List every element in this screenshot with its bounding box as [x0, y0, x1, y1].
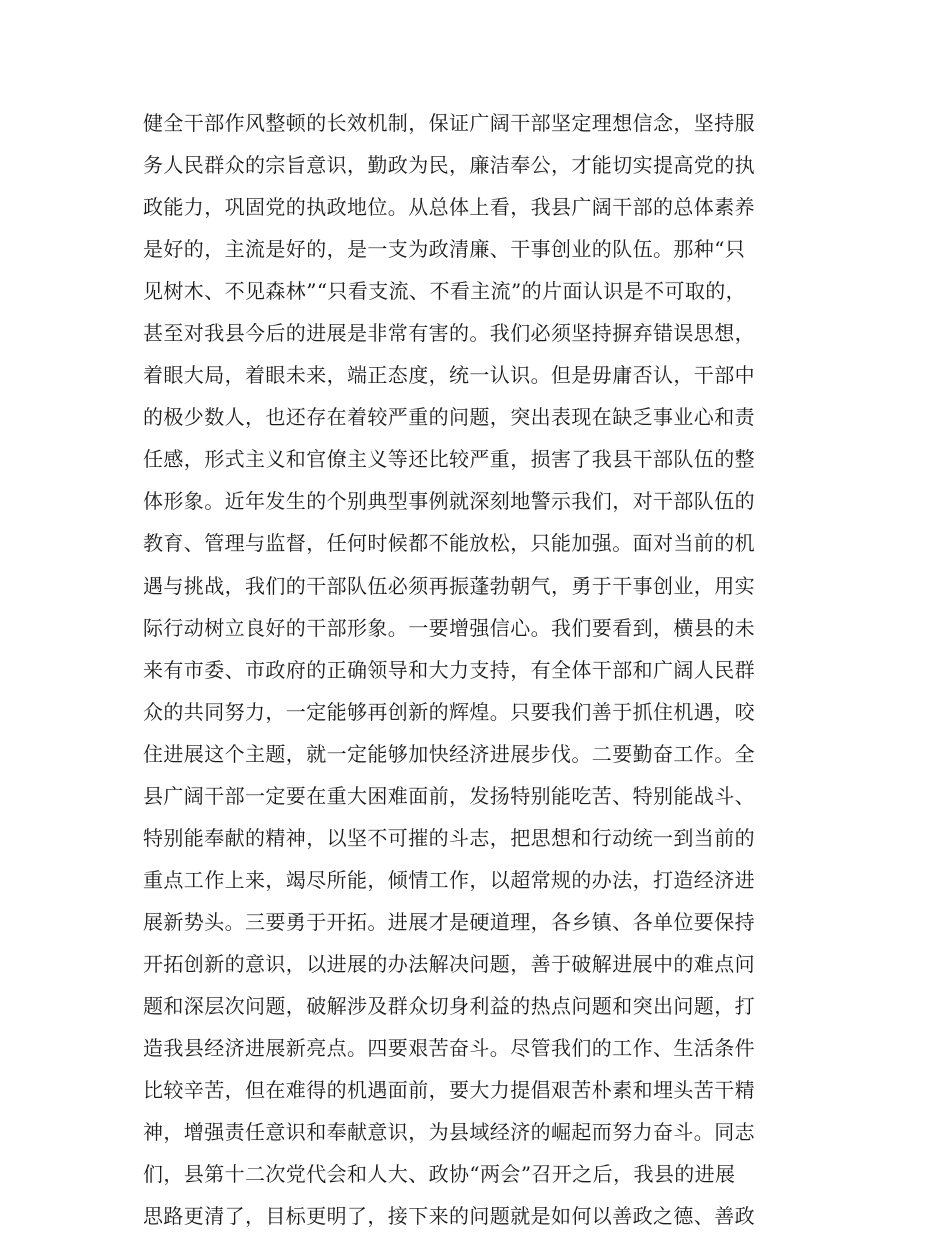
text-line: 展新势头。三要勇于开拓。进展才是硬道理，各乡镇、各单位要保持: [143, 909, 755, 934]
text-line: 众的共同努力，一定能够再创新的辉煌。只要我们善于抓住机遇，咬: [143, 699, 755, 724]
text-line: 住进展这个主题，就一定能够加快经济进展步伐。二要勤奋工作。全: [143, 741, 755, 766]
text-line: 来有市委、市政府的正确领导和大力支持，有全体干部和广阔人民群: [143, 657, 755, 682]
text-line: 任感，形式主义和官僚主义等还比较严重，损害了我县干部队伍的整: [143, 447, 755, 472]
text-line: 际行动树立良好的干部形象。一要增强信心。我们要看到，横县的未: [143, 615, 755, 640]
text-line: 遇与挑战，我们的干部队伍必须再振蓬勃朝气，勇于干事创业，用实: [143, 573, 755, 598]
text-line: 开拓创新的意识，以进展的办法解决问题，善于破解进展中的难点问: [143, 951, 755, 976]
text-line: 县广阔干部一定要在重大困难面前，发扬特别能吃苦、特别能战斗、: [143, 783, 755, 808]
text-line: 教育、管理与监督，任何时候都不能放松，只能加强。面对当前的机: [143, 531, 755, 556]
text-line: 政能力，巩固党的执政地位。从总体上看，我县广阔干部的总体素养: [143, 195, 755, 220]
text-line: 是好的，主流是好的，是一支为政清廉、干事创业的队伍。那种“只: [143, 237, 746, 262]
body-paragraph: [143, 102, 823, 1237]
text-line: 思路更清了，目标更明了，接下来的问题就是如何以善政之德、善政: [143, 1204, 755, 1229]
text-line: 题和深层次问题，破解涉及群众切身利益的热点问题和突出问题，打: [143, 993, 755, 1018]
text-line: 体形象。近年发生的个别典型事例就深刻地警示我们，对干部队伍的: [143, 489, 755, 514]
text-line: 重点工作上来，竭尽所能，倾情工作，以超常规的办法，打造经济进: [143, 867, 755, 892]
text-line: 比较辛苦，但在难得的机遇面前，要大力提倡艰苦朴素和埋头苦干精: [143, 1078, 755, 1103]
text-line: 健全干部作风整顿的长效机制，保证广阔干部坚定理想信念，坚持服: [143, 111, 755, 135]
text-line: 神，增强责任意识和奉献意识，为县域经济的崛起而努力奋斗。同志: [143, 1120, 755, 1145]
text-line: 甚至对我县今后的进展是非常有害的。我们必须坚持摒弃错误思想，: [143, 321, 755, 346]
text-line: 们，县第十二次党代会和人大、政协“两会”召开之后，我县的进展: [143, 1162, 736, 1187]
text-line: 见树木、不见森林”“只看支流、不看主流”的片面认识是不可取的，: [143, 279, 747, 304]
text-line: 着眼大局，着眼未来，端正态度，统一认识。但是毋庸否认，干部中: [143, 363, 755, 388]
text-line: 的极少数人，也还存在着较严重的问题，突出表现在缺乏事业心和责: [143, 405, 755, 430]
text-line: 务人民群众的宗旨意识，勤政为民，廉洁奉公，才能切实提高党的执: [143, 153, 755, 178]
text-line: 造我县经济进展新亮点。四要艰苦奋斗。尽管我们的工作、生活条件: [143, 1036, 755, 1061]
text-line: 特别能奉献的精神，以坚不可摧的斗志，把思想和行动统一到当前的: [143, 825, 755, 850]
